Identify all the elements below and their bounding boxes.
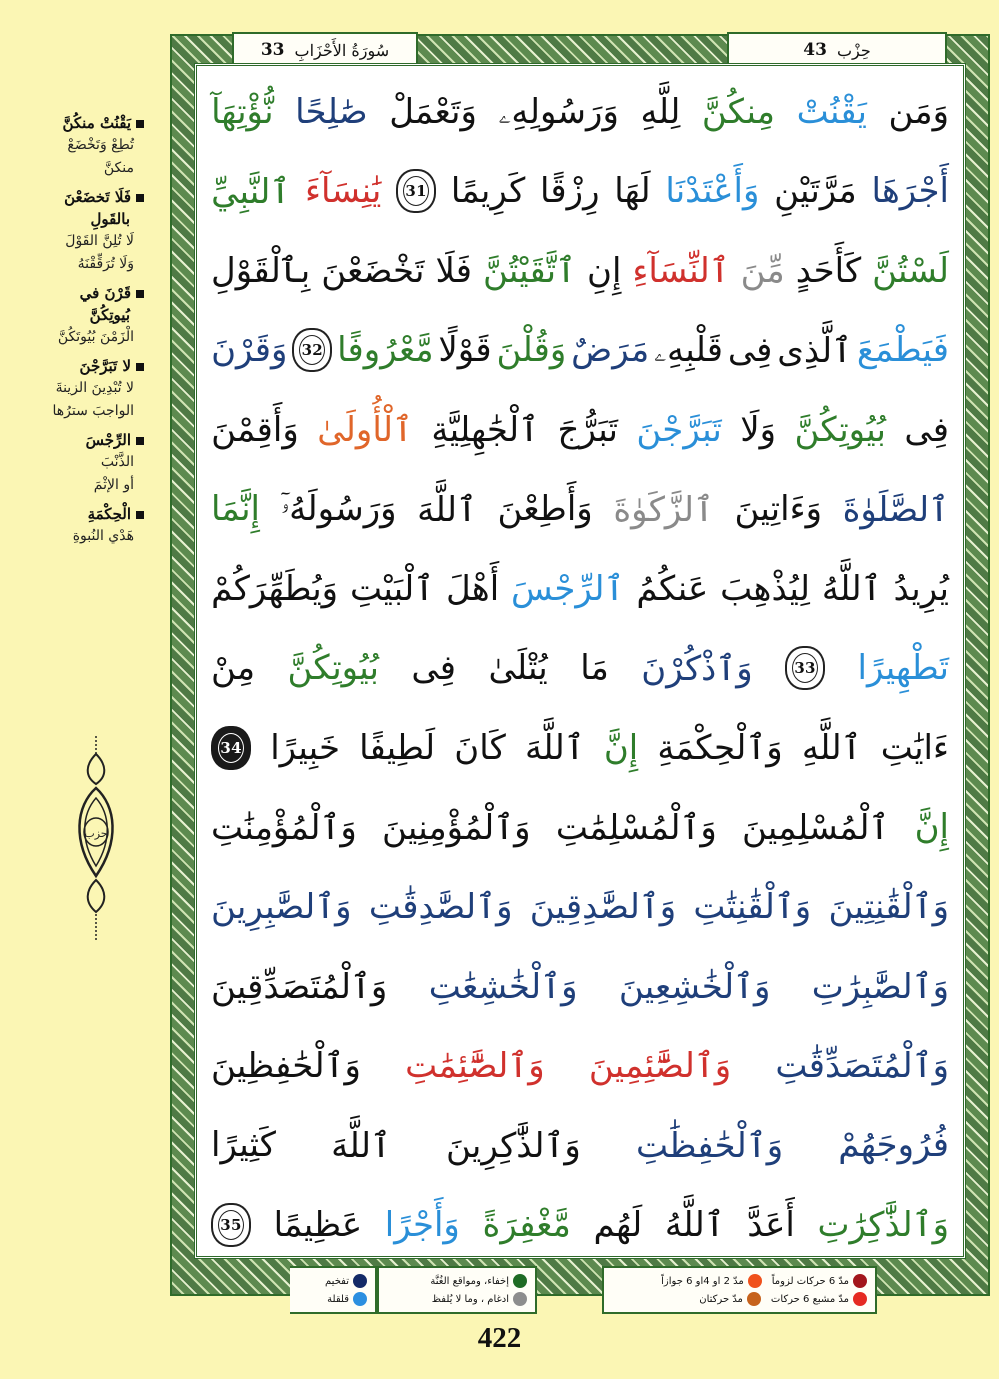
verse-word: وَقُلْنَ — [496, 330, 567, 371]
verse-word: وَأَقِمْنَ — [211, 409, 299, 450]
verse-line — [205, 1026, 955, 1106]
verse-word: ٱلْبَيْتِ — [349, 569, 435, 610]
verse-word: كَثِيرًا — [211, 1125, 276, 1166]
legend-label: مدّ حركتان — [699, 1293, 743, 1305]
verse-word: ٱلزَّكَوٰةَ — [613, 489, 714, 530]
verse-word: وَلَا — [740, 409, 777, 450]
glossary-term-text: قَرْنَ في — [79, 284, 131, 302]
verse-word: أَعَدَّ — [747, 1204, 795, 1245]
verse-word: وَٱلذَّٰكِرَٰتِ — [817, 1205, 949, 1246]
glossary-term-text: الْحِكْمَةِ — [87, 505, 131, 523]
legend-row — [298, 1272, 367, 1290]
verse-word: وَءَاتِينَ — [734, 489, 822, 530]
verse-word: لَطِيفًا — [359, 727, 436, 768]
legend-item — [661, 1274, 762, 1288]
verse-word: وَتَعْمَلْ — [389, 91, 477, 132]
verse-word: يُتْلَىٰ — [488, 648, 548, 689]
verse-word: وَأَطِعْنَ — [497, 489, 593, 530]
legend-item — [432, 1292, 527, 1306]
color-dot-icon — [853, 1292, 867, 1306]
color-dot-icon — [513, 1292, 527, 1306]
verse-word: وَٱلْخَٰشِعَٰتِ — [428, 966, 578, 1007]
verse-word: وَٱلْمُؤْمِنِينَ — [382, 807, 531, 848]
verse-word: أَجْرَهَا — [871, 171, 949, 212]
verse-word: ٱللَّهُ — [664, 1205, 725, 1246]
ayah-end-marker: 35 — [211, 1203, 251, 1247]
verse-line — [205, 1185, 955, 1265]
verse-word: تَبَرُّجَ — [557, 409, 618, 450]
verse-word: خَبِيرًا — [270, 727, 340, 768]
verse-word: وَمَن — [888, 91, 949, 132]
verse-word: رِزْقًا — [540, 171, 600, 212]
verse-word: أَهْلَ — [446, 568, 500, 609]
glossary-definition: تُطِعْ وَتَخْضَعْ — [67, 137, 134, 153]
surah-number: 33 — [260, 40, 285, 60]
verse-word: وَٱلصَّٰبِرَٰتِ — [811, 966, 949, 1007]
glossary-entry — [0, 503, 144, 548]
verse-word: يَٰنِسَآءَ — [304, 171, 382, 212]
ayah-end-marker: 33 — [785, 646, 825, 690]
bullet-square-icon — [136, 194, 144, 202]
text-area — [194, 63, 966, 1259]
legend-label: إخفاء، ومواقع الغُنَّة — [430, 1275, 509, 1287]
verse-word: ٱلنَّبِيِّ — [211, 171, 291, 212]
verse-word: وَٱذْكُرْنَ — [641, 648, 753, 689]
hizb-ayah-end-marker: 34 — [211, 726, 251, 770]
legend-label: مدّ 2 او 4او 6 جوازاً — [661, 1275, 744, 1287]
verse-word: مِّنَ — [740, 250, 785, 291]
glossary-term — [0, 503, 144, 525]
verse-word: فِى — [727, 330, 773, 371]
glossary-term — [0, 112, 144, 134]
verse-word: صَٰلِحًا — [295, 91, 368, 132]
verse-word: ٱللَّهَ — [331, 1125, 391, 1166]
legend-item — [771, 1292, 867, 1306]
glossary-term-text: يَقْنُتْ منكُنَّ — [62, 114, 131, 132]
color-dot-icon — [747, 1292, 761, 1306]
legend-tafkhim — [290, 1266, 377, 1314]
verse-word: إِنَّمَا — [211, 489, 260, 530]
legend-label: مدّ مشبع 6 حركات — [770, 1293, 849, 1305]
verse-word: مَّغْفِرَةً — [482, 1204, 571, 1245]
verse-word: وَٱلْحَٰفِظَٰتِ — [635, 1125, 784, 1166]
legend-row — [612, 1290, 867, 1308]
legend-madd — [602, 1266, 877, 1314]
glossary-definition: وَلَا تُرَقِّقْنَهُ — [77, 256, 134, 272]
glossary-entry — [0, 186, 144, 276]
glossary-definition: الْزَمْنَ بُيُوتَكُنَّ — [57, 329, 134, 345]
verse-word: مَرَضٌ — [571, 330, 650, 371]
bullet-square-icon — [136, 290, 144, 298]
legend-row — [387, 1272, 527, 1290]
glossary-term-text: فَلَا تَخضَعْنَ — [64, 188, 131, 206]
verse-word: وَٱلصَّٰبِرِينَ — [211, 887, 352, 928]
verse-line — [205, 231, 955, 311]
legend-row — [387, 1290, 527, 1308]
verse-word: عَظِيمًا — [273, 1204, 363, 1245]
legend-row — [298, 1290, 367, 1308]
bullet-square-icon — [136, 437, 144, 445]
verse-word: فَيَطْمَعَ — [856, 330, 949, 371]
glossary-entry — [0, 355, 144, 423]
verse-word: مَرَّتَيْنِ — [774, 171, 857, 212]
ayah-end-marker: 31 — [396, 169, 436, 213]
verse-word: ٱلْأُولَىٰ — [317, 410, 413, 451]
verse-word: ٱلْمُسْلِمِينَ — [742, 807, 890, 848]
verse-word: نُّؤْتِهَآ — [211, 91, 274, 132]
verse-word: ٱلْجَٰهِلِيَّةِ — [431, 410, 540, 451]
verse-word: لِيُذْهِبَ — [720, 568, 810, 609]
verse-word: مَّعْرُوفًا — [337, 330, 434, 371]
verse-line — [205, 708, 955, 788]
glossary-definition: منكنَّ — [103, 160, 134, 176]
verse-word: مَا — [580, 648, 609, 689]
ornament-label: حزب — [84, 827, 108, 840]
legend-label: تفخيم — [325, 1275, 349, 1287]
verse-word: إِنَّ — [603, 727, 639, 768]
hizb-label: حِزْب — [836, 40, 871, 60]
legend-item — [772, 1274, 867, 1288]
hizb-header — [727, 32, 947, 66]
color-dot-icon — [353, 1274, 367, 1288]
verse-line — [205, 867, 955, 947]
verse-line — [205, 629, 955, 709]
glossary-definition: الذَّنْبَ — [100, 454, 134, 470]
glossary-entry — [0, 112, 144, 180]
hizb-ornament-icon — [72, 736, 120, 946]
verse-word: فِى — [411, 648, 456, 689]
verse-word: ٱلنِّسَآءِ — [632, 251, 730, 292]
verse-word: وَٱلصَّٰدِقَٰتِ — [368, 887, 513, 928]
verse-word: بُيُوتِكُنَّ — [287, 648, 379, 689]
verse-word: وَٱلْقَٰنِتِينَ — [828, 887, 949, 928]
verse-word: وَيُطَهِّرَكُمْ — [211, 568, 339, 609]
verse-word: تَبَرَّجْنَ — [636, 409, 722, 450]
glossary-definition: هَدْي النُبوةِ — [72, 528, 134, 544]
verse-word: وَٱلْمُسْلِمَٰتِ — [555, 807, 717, 848]
verse-word: ٱلرِّجْسَ — [511, 569, 625, 610]
glossary-definition: لا تُبْدِينَ الزينةَ — [55, 380, 134, 396]
verse-word: وَٱلْحِكْمَةِ — [657, 728, 783, 769]
verse-word: فُرُوجَهُمْ — [838, 1125, 949, 1166]
glossary-term — [0, 186, 144, 208]
legend-label: ادغام ، وما لا يُلفظ — [431, 1293, 509, 1305]
verse-word: ءَايَٰتِ — [880, 727, 949, 768]
verse-word: فَلَا — [435, 250, 472, 291]
color-dot-icon — [853, 1274, 867, 1288]
verse-word: وَٱلذَّٰكِرِينَ — [446, 1125, 581, 1166]
verse-word: كَأَحَدٍ — [795, 250, 862, 291]
verse-word: وَٱلْمُتَصَدِّقَٰتِ — [775, 1046, 949, 1087]
glossary-term — [0, 429, 144, 451]
verse-word: وَأَجْرًا — [384, 1204, 460, 1245]
glossary-term-continued: بُيوتِكُنَّ — [89, 306, 130, 324]
color-dot-icon — [748, 1274, 762, 1288]
verse-word: وَٱلْحَٰفِظِينَ — [211, 1046, 361, 1087]
glossary-definition: الواجبَ سترُها — [52, 403, 134, 419]
verse-word: ٱتَّقَيْتُنَّ — [483, 251, 576, 292]
ayah-end-marker: 32 — [292, 328, 332, 372]
verse-line — [205, 390, 955, 470]
verse-word: ٱللَّهَ — [524, 728, 585, 769]
legend-item — [325, 1274, 367, 1288]
verse-word: لَهُم — [593, 1204, 643, 1245]
bullet-square-icon — [136, 363, 144, 371]
color-dot-icon — [513, 1274, 527, 1288]
verse-word: تَطْهِيرًا — [857, 648, 949, 689]
verse-word: وَرَسُولِهِۦ — [498, 91, 619, 132]
verse-word: وَٱلْمُؤْمِنَٰتِ — [211, 807, 357, 848]
legend-label: مدّ 6 حركات لزوماً — [771, 1275, 849, 1287]
glossary-term — [0, 355, 144, 377]
verse-word: لِلَّهِ — [640, 91, 681, 132]
verse-word: وَرَسُولَهُۥٓ — [280, 489, 397, 530]
page-number: 422 — [477, 1322, 522, 1354]
verse-word: ٱلَّذِى — [777, 330, 852, 371]
verse-word: يُرِيدُ — [893, 568, 949, 609]
glossary-entry — [0, 282, 144, 349]
verse-word: وَٱلْخَٰشِعِينَ — [618, 966, 771, 1007]
verse-word: لَسْتُنَّ — [872, 250, 949, 291]
hizb-number: 43 — [803, 40, 827, 60]
verse-line — [205, 311, 955, 391]
legend-label: قلقلة — [327, 1293, 349, 1305]
verse-word: لَهَا — [614, 171, 651, 212]
verse-word: وَٱلصَّٰدِقِينَ — [529, 887, 677, 928]
legend-item — [699, 1292, 761, 1306]
verse-word: كَرِيمًا — [450, 171, 526, 212]
verse-word: مِنكُنَّ — [701, 91, 776, 132]
verse-word: ٱللَّهِ — [801, 728, 862, 769]
verse-word: قَوْلًا — [438, 330, 492, 371]
legend-row — [612, 1272, 867, 1290]
verse-word: إِنَّ — [914, 807, 949, 848]
verse-word: وَأَعْتَدْنَا — [665, 171, 760, 212]
legend-item — [327, 1292, 367, 1306]
page-frame — [170, 34, 990, 1296]
verse-word: وَٱلْمُتَصَدِّقِينَ — [211, 966, 388, 1007]
bullet-square-icon — [136, 120, 144, 128]
verse-word: بُيُوتِكُنَّ — [794, 409, 886, 450]
verse-line — [205, 947, 955, 1027]
verse-word: عَنكُمُ — [636, 568, 709, 609]
glossary-sidebar — [0, 112, 160, 554]
verse-word: إِنِ — [587, 250, 622, 291]
verse-word: وَٱلصَّٰٓئِمِينَ — [588, 1046, 732, 1087]
glossary-term-text: لا تَبَرَّجْنَ — [79, 357, 131, 375]
legend-item — [430, 1274, 527, 1288]
glossary-entry — [0, 429, 144, 497]
verse-line — [205, 470, 955, 550]
verse-word: قَلْبِهِۦ — [654, 330, 723, 371]
legend-ghunna — [377, 1266, 537, 1314]
color-dot-icon — [353, 1292, 367, 1306]
verse-word: مِنْ — [211, 648, 256, 689]
verse-word: بِٱلْقَوْلِ — [211, 251, 311, 292]
verse-word: كَانَ — [454, 727, 506, 768]
glossary-term-continued: بالقَولِ — [90, 210, 130, 228]
glossary-definition: أو الإثْمَ — [93, 477, 134, 493]
verse-word: ٱلصَّلَوٰةَ — [842, 489, 949, 530]
verse-word: ٱللَّهَ — [417, 489, 477, 530]
verse-block — [205, 72, 955, 1265]
surah-header — [232, 32, 418, 66]
glossary-definition: لَا تُلِنَّ القَوْلَ — [65, 233, 134, 249]
verse-line — [205, 72, 955, 152]
bullet-square-icon — [136, 511, 144, 519]
verse-word: وَقَرْنَ — [211, 330, 288, 371]
verse-line — [205, 1106, 955, 1186]
verse-line — [205, 549, 955, 629]
glossary-term — [0, 282, 144, 304]
verse-line — [205, 788, 955, 868]
verse-line — [205, 152, 955, 232]
verse-word: فِى — [904, 409, 949, 450]
verse-word: وَٱلْقَٰنِتَٰتِ — [693, 887, 812, 928]
verse-word: يَقْنُتْ — [796, 91, 867, 132]
verse-word: وَٱلصَّٰٓئِمَٰتِ — [405, 1046, 545, 1087]
verse-word: ٱللَّهُ — [821, 569, 882, 610]
surah-label: سُورَةُ الأَحْزَابِ — [294, 40, 390, 60]
verse-word: تَخْضَعْنَ — [321, 250, 425, 291]
glossary-term-text: الرِّجْسَ — [85, 431, 131, 449]
